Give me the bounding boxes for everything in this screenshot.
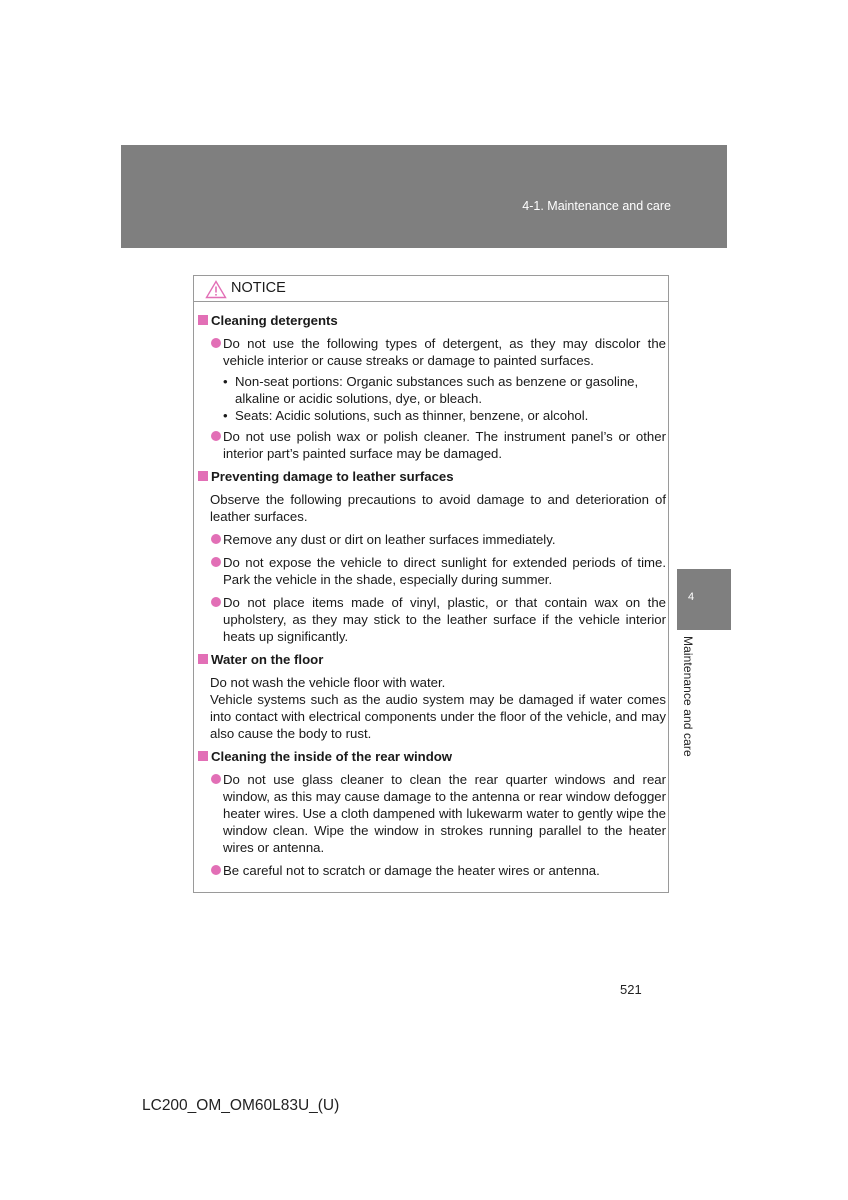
page-number: 521 — [620, 982, 642, 997]
sub-list — [198, 373, 666, 424]
round-bullet-icon — [211, 534, 221, 544]
list-item: Do not use the following types of detergent, as they may discolor the vehicle interior or cause streaks or damage to painted surfaces. — [198, 335, 666, 369]
section-heading: Cleaning the inside of the rear window — [198, 748, 666, 765]
list-item: Do not expose the vehicle to direct sunlight for extended periods of time. Park the vehicle in the shade, especially during summer. — [198, 554, 666, 588]
round-bullet-icon — [211, 338, 221, 348]
round-bullet-icon — [211, 865, 221, 875]
notice-content — [198, 312, 666, 885]
square-bullet-icon — [198, 471, 208, 481]
sub-list-item: • Non-seat portions: Organic substances such as benzene or gasoline, alkaline or acidic solutions, dye, or bleach. — [223, 374, 639, 406]
round-bullet-icon — [211, 431, 221, 441]
square-bullet-icon — [198, 751, 208, 761]
notice-header — [194, 276, 668, 302]
warning-triangle-icon — [205, 280, 227, 299]
section-heading: Water on the floor — [198, 651, 666, 668]
chapter-header-band — [121, 145, 727, 248]
list-item: Do not use glass cleaner to clean the rear quarter windows and rear window, as this may cause damage to the antenna or rear window defogger heater wires. Use a cloth dampened with lukewarm water to gently wipe the window clean. Wipe the window in strokes running parallel to the heater wires or antenna. — [198, 771, 666, 856]
chapter-side-label: Maintenance and care — [681, 636, 695, 757]
square-bullet-icon — [198, 315, 208, 325]
section-body: Do not wash the vehicle floor with water. Vehicle systems such as the audio system may be damaged if water comes into contact with electrical components under the floor of the vehicle, and may also cause the body to rust. — [210, 675, 666, 741]
chapter-side-tab — [677, 569, 731, 630]
chapter-number: 4 — [688, 591, 695, 603]
dot-marker-icon: • — [223, 374, 228, 389]
list-item: Do not place items made of vinyl, plastic, or that contain wax on the upholstery, as they may stick to the leather surface if the vehicle interior heats up significantly. — [198, 594, 666, 645]
section-heading: Preventing damage to leather surfaces — [198, 468, 666, 485]
notice-box — [193, 275, 669, 893]
list-item: Do not use polish wax or polish cleaner. The instrument panel’s or other interior part’s painted surface may be damaged. — [198, 428, 666, 462]
sub-list-item: • Seats: Acidic solutions, such as thinner, benzene, or alcohol. — [223, 408, 589, 423]
notice-label: NOTICE — [231, 280, 286, 296]
list-item: Be careful not to scratch or damage the heater wires or antenna. — [198, 862, 666, 879]
section-heading: Cleaning detergents — [198, 312, 666, 329]
round-bullet-icon — [211, 774, 221, 784]
document-code: LC200_OM_OM60L83U_(U) — [142, 1097, 340, 1114]
round-bullet-icon — [211, 557, 221, 567]
dot-marker-icon: • — [223, 408, 228, 423]
list-item: Remove any dust or dirt on leather surfaces immediately. — [198, 531, 666, 548]
section-title: 4-1. Maintenance and care — [522, 199, 671, 213]
round-bullet-icon — [211, 597, 221, 607]
square-bullet-icon — [198, 654, 208, 664]
section-intro: Observe the following precautions to avoid damage to and deterioration of leather surfaces. — [210, 492, 666, 524]
